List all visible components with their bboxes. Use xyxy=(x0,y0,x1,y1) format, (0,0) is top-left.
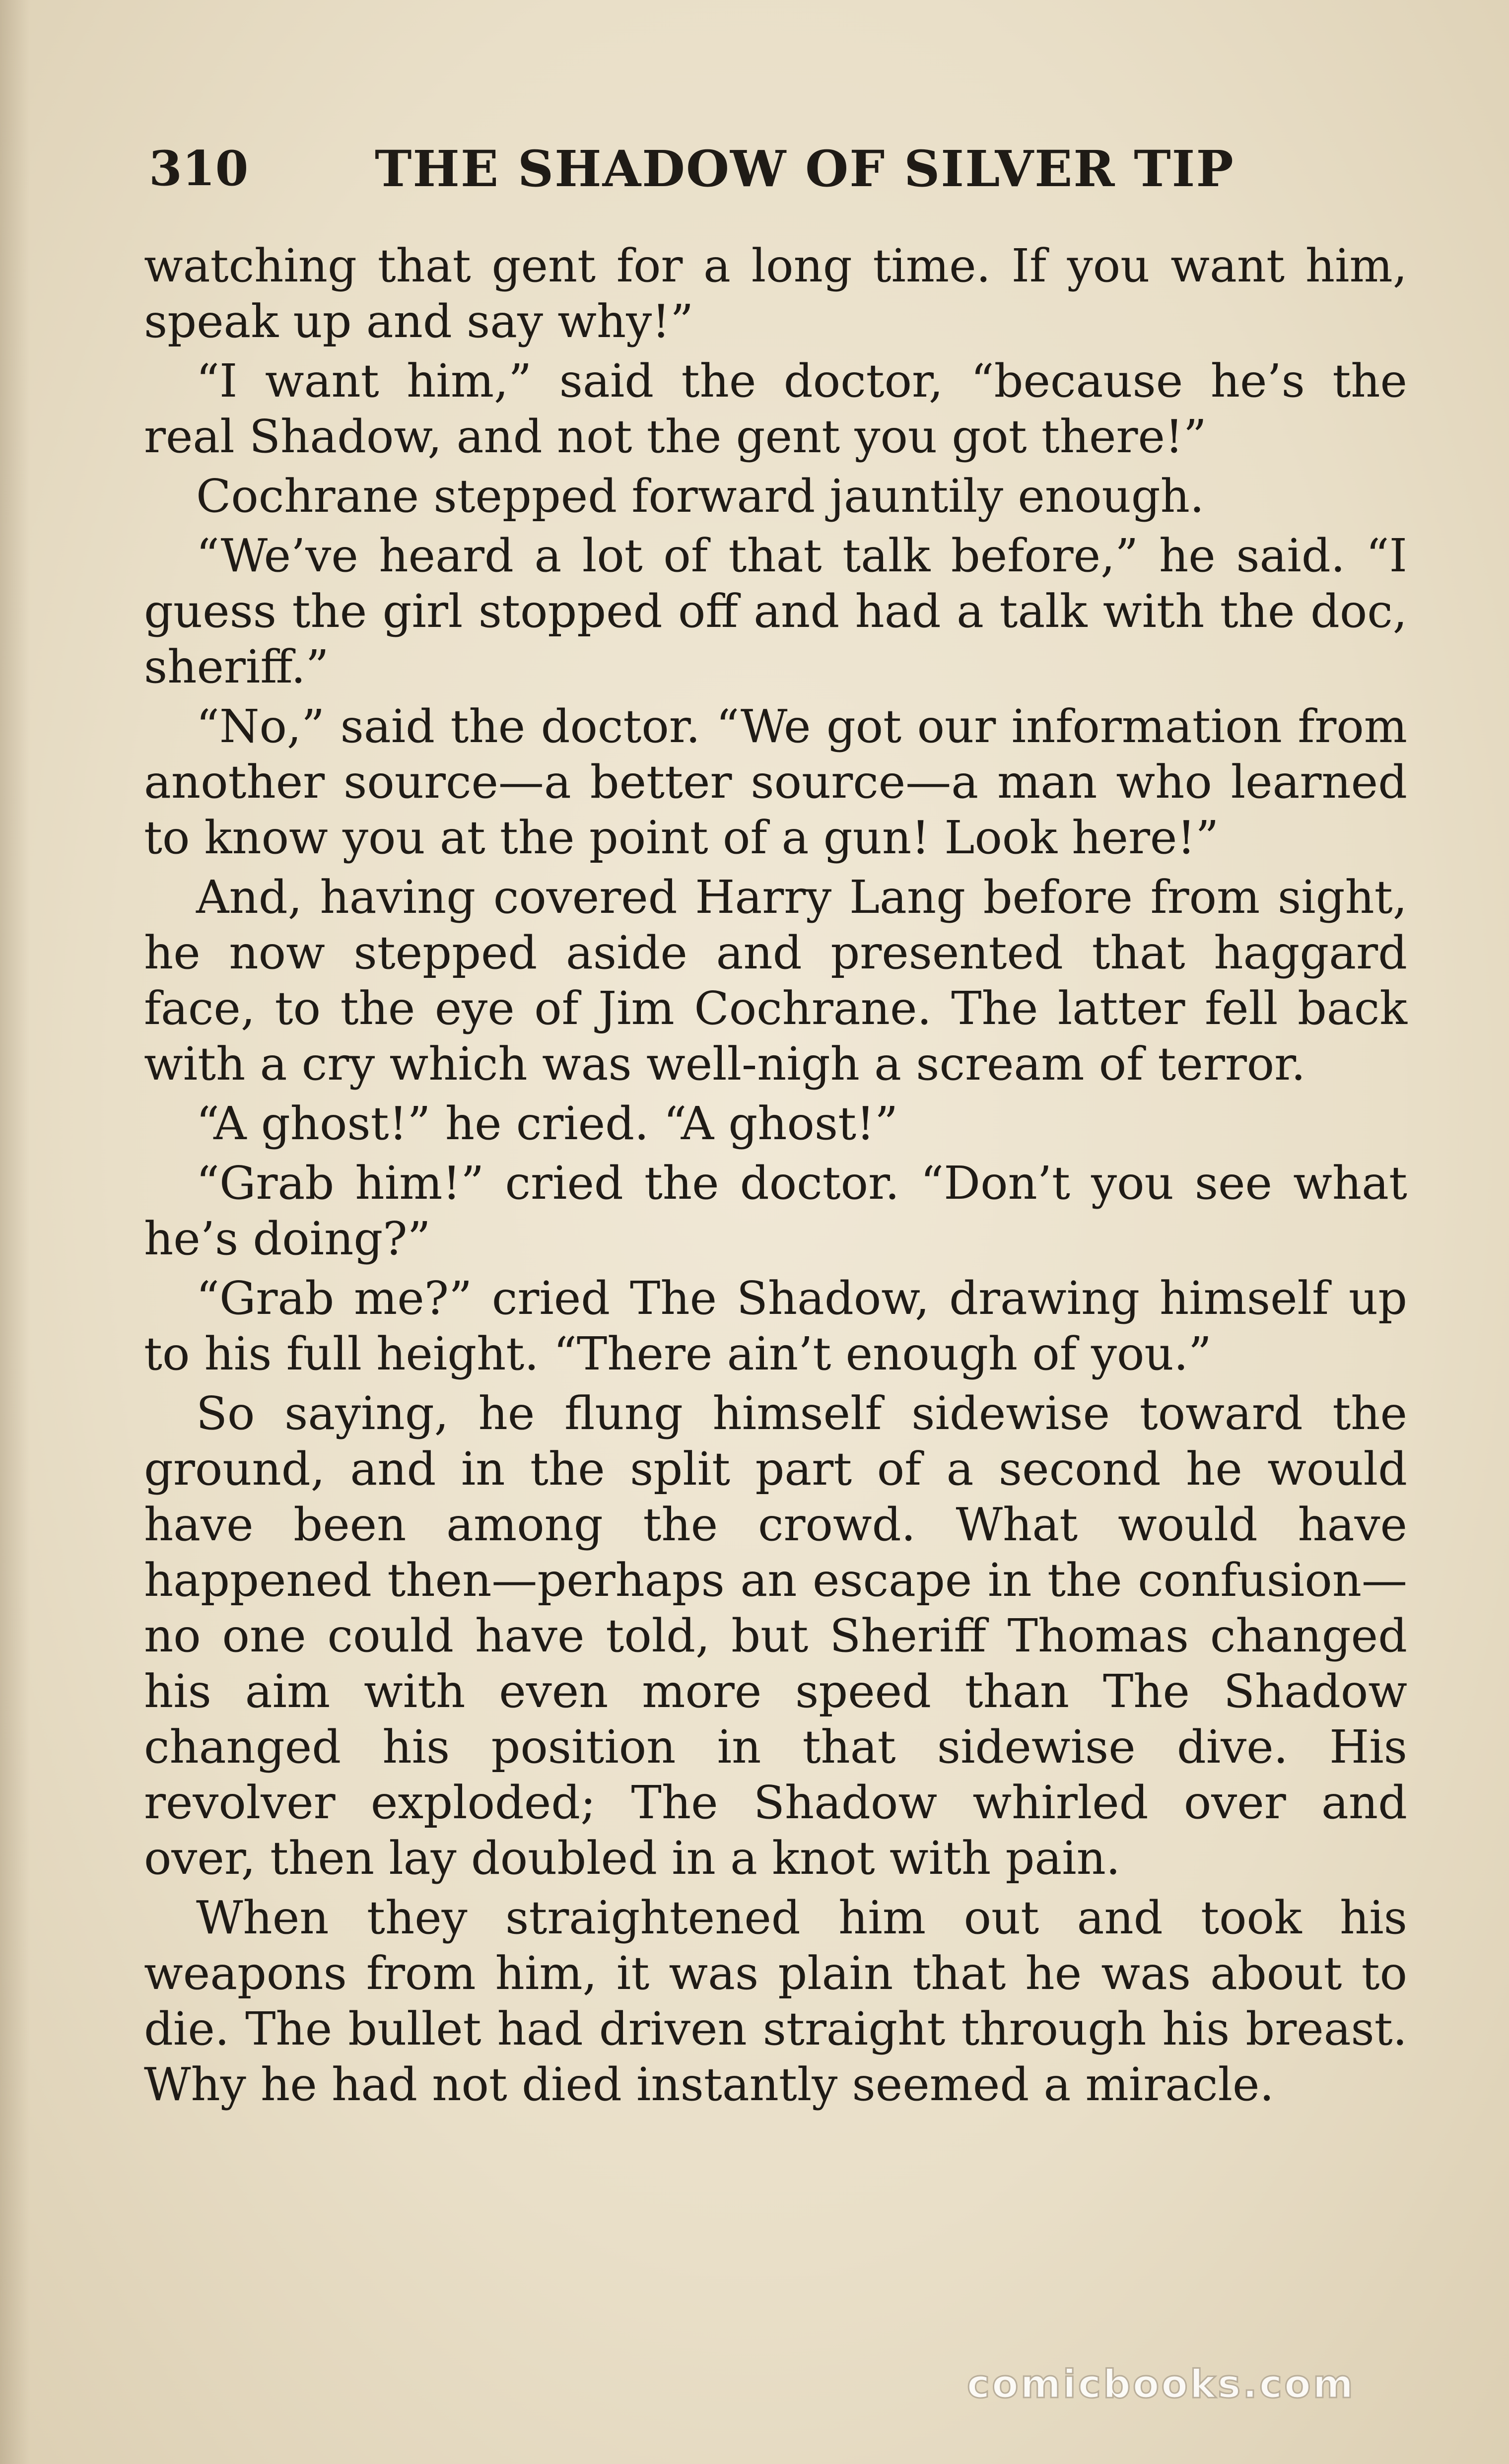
paragraph: So saying, he flung himself sidewise toward the ground, and in the split part of a second he would have been among the crowd. What would have happened then—perhaps an escape in the confusion—no one could have told, but Sheriff Thomas changed his aim with even more speed than The Shadow changed his position in that sidewise dive. His revolver exploded; The Shadow whirled over and over, then lay doubled in a knot with pain. xyxy=(144,1387,1407,1885)
paragraph: “Grab him!” cried the doctor. “Don’t you see what he’s doing?” xyxy=(144,1157,1407,1265)
paragraph: When they straightened him out and took his weapons from him, it was plain that he was about to die. The bullet had driven straight through his breast. Why he had not died instantly seemed a miracle. xyxy=(144,1891,1407,2111)
paragraph: “We’ve heard a lot of that talk before,” he said. “I guess the girl stopped off and had a talk with the doc, sheriff.” xyxy=(144,529,1407,693)
paragraph: “Grab me?” cried The Shadow, drawing himself up to his full height. “There ain’t enough of you.” xyxy=(144,1272,1407,1380)
page-number: 310 xyxy=(149,140,249,197)
paragraph: “No,” said the doctor. “We got our information from another source—a better source—a man who learned to know you at the point of a gun! Look here!” xyxy=(144,700,1407,864)
running-title: THE SHADOW OF SILVER TIP xyxy=(375,139,1235,198)
paragraph: Cochrane stepped forward jauntily enough. xyxy=(196,470,1205,523)
paragraph: “A ghost!” he cried. “A ghost!” xyxy=(196,1097,898,1150)
paragraph: “I want him,” said the doctor, “because he’s the real Shadow, and not the gent you got there!” xyxy=(144,354,1407,463)
paragraph: watching that gent for a long time. If you want him, speak up and say why!” xyxy=(144,239,1407,348)
watermark: comicbooks.com xyxy=(966,2362,1355,2407)
body-text xyxy=(144,238,1407,2117)
page-header xyxy=(149,134,1385,204)
paragraph: And, having covered Harry Lang before from sight, he now stepped aside and presented that haggard face, to the eye of Jim Cochrane. The latter fell back with a cry which was well-nigh a scream of terror. xyxy=(144,871,1407,1091)
